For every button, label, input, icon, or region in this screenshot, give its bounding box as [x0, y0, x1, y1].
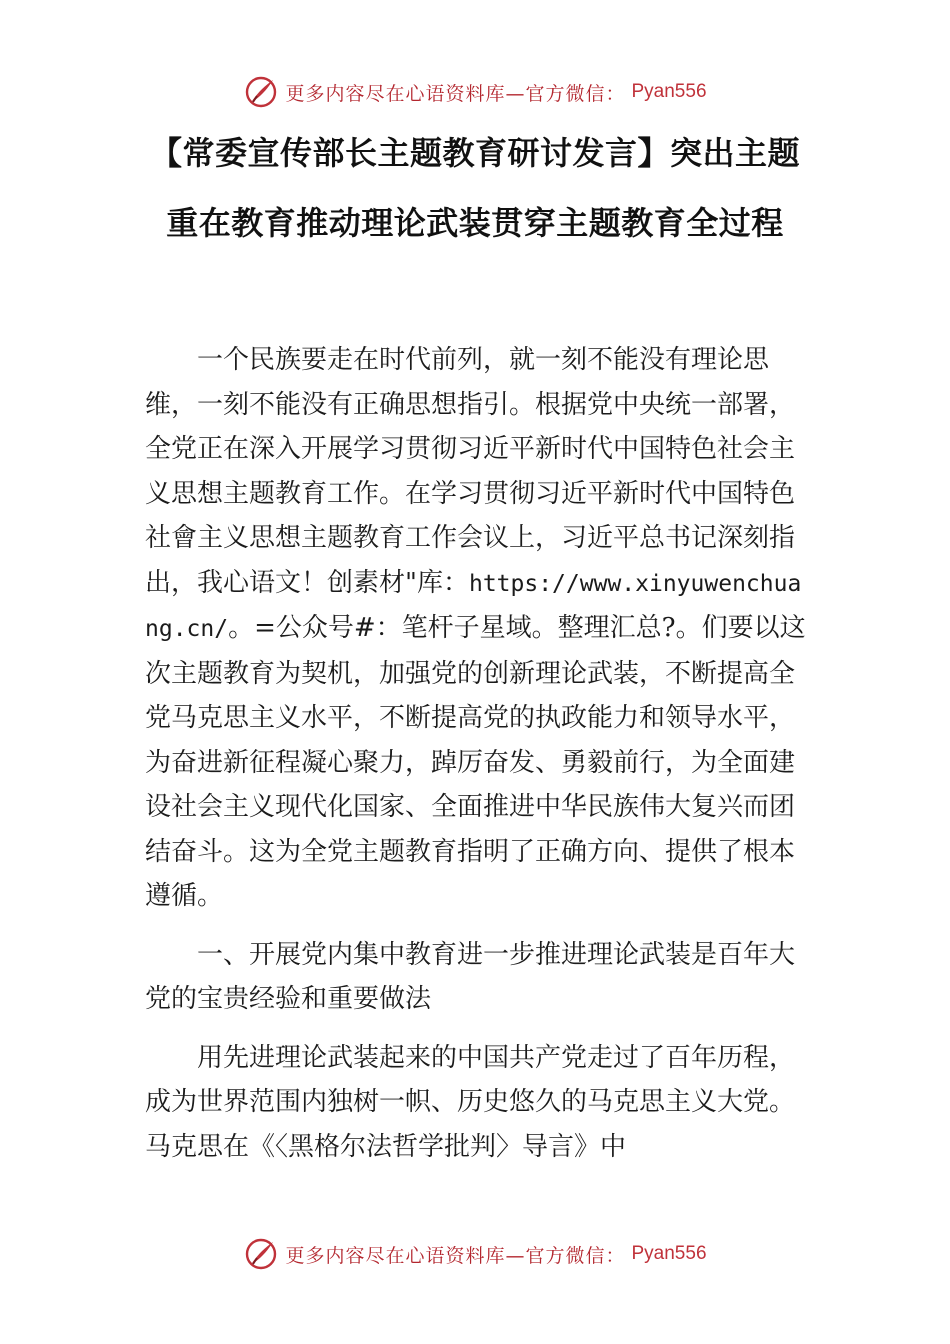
title-line-2: 重在教育推动理论武装贯穿主题教育全过程 — [166, 204, 784, 242]
title-line-1: 【常委宣传部长主题教育研讨发言】突出主题 — [149, 134, 800, 172]
quill-logo-icon — [243, 1236, 279, 1272]
banner-text: 更多内容尽在心语资料库—官方微信： — [285, 1244, 626, 1267]
paragraph-1-text-cont: 。=公众号#：笔杆子星域。整理汇总?。们要以这次主题教育为契机，加强党的创新理论武装，不断提高全党马克思主义水平，不断提高党的执政能力和领导水平，为奋进新征程凝心聚力，踔厉奋发、勇毅前行，为全面建设社会主义现代化国家、全面推进中华民族伟大复兴而团结奋斗。这为全党主题教育指明了正确方向、提供了根本遵循。 — [145, 613, 806, 911]
paragraph-1-url: https://www.xinyuwenchuang.cn/ — [145, 570, 802, 642]
quill-logo-icon — [243, 74, 279, 110]
paragraph-1 — [145, 338, 815, 919]
banner-text: 更多内容尽在心语资料库—官方微信： — [285, 82, 626, 105]
footer-watermark-banner — [0, 1232, 950, 1276]
banner-wechat-id: Pyan556 — [631, 81, 707, 102]
paragraph-1-text: 一个民族要走在时代前列，就一刻不能没有理论思维，一刻不能没有正确思想指引。根据党中央统一部署，全党正在深入开展学习贯彻习近平新时代中国特色社会主义思想主题教育工作。在学习贯彻习近平新时代中国特色社會主义思想主题教育工作会议上，习近平总书记深刻指出，我心语文！创素材"库： — [145, 345, 796, 598]
banner-wechat-id: Pyan556 — [631, 1243, 707, 1264]
document-body — [145, 338, 815, 1169]
paragraph-2: 用先进理论武装起来的中国共产党走过了百年历程，成为世界范围内独树一帜、历史悠久的马克思主义大党。马克思在《〈黑格尔法哲学批判〉导言》中 — [145, 1042, 796, 1162]
header-watermark-banner — [0, 70, 950, 114]
document-title — [0, 118, 950, 258]
section-1-heading: 一、开展党内集中教育进一步推进理论武装是百年大党的宝贵经验和重要做法 — [145, 939, 796, 1014]
